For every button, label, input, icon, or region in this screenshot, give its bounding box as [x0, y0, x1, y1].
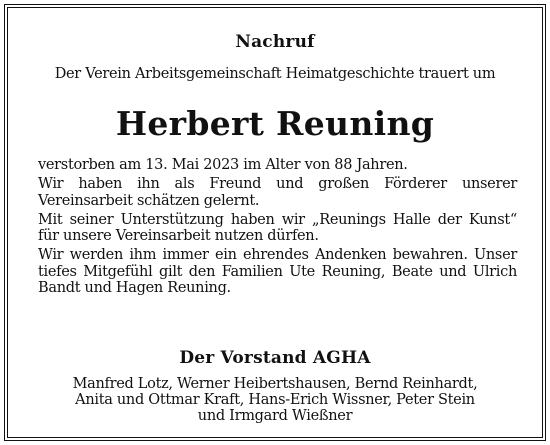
intro-line: Der Verein Arbeitsgemeinschaft Heimatgeschichte trauert um — [54, 66, 496, 82]
notice-content — [11, 11, 539, 434]
board-members-line: und Irmgard Wießner — [197, 408, 353, 424]
notice-heading: Nachruf — [235, 32, 315, 52]
obituary-notice — [4, 4, 546, 441]
signature-title: Der Vorstand AGHA — [179, 348, 371, 368]
death-date-paragraph: verstorben am 13. Mai 2023 im Alter von 88 Jahren. — [38, 157, 408, 173]
board-members-line: Anita und Ottmar Kraft, Hans-Erich Wissner, Peter Stein — [75, 392, 475, 408]
board-members-line: Manfred Lotz, Werner Heibertshausen, Bernd Reinhardt, — [72, 376, 478, 392]
board-members — [11, 376, 539, 424]
condolence-paragraph: Wir werden ihm immer ein ehrendes Andenken bewahren. Unser tiefes Mitgefühl gilt den Familien Ute Reuning, Beate und Ulrich Bandt und Hagen Reuning. — [38, 247, 517, 297]
deceased-name: Herbert Reuning — [115, 104, 435, 143]
friendship-paragraph: Wir haben ihn als Freund und großen Förderer unserer Vereinsarbeit schätzen gelernt. — [38, 176, 517, 209]
notice-body — [38, 157, 517, 299]
support-paragraph: Mit seiner Unterstützung haben wir „Reunings Halle der Kunst“ für unsere Vereinsarbeit nutzen dürfen. — [38, 211, 517, 245]
